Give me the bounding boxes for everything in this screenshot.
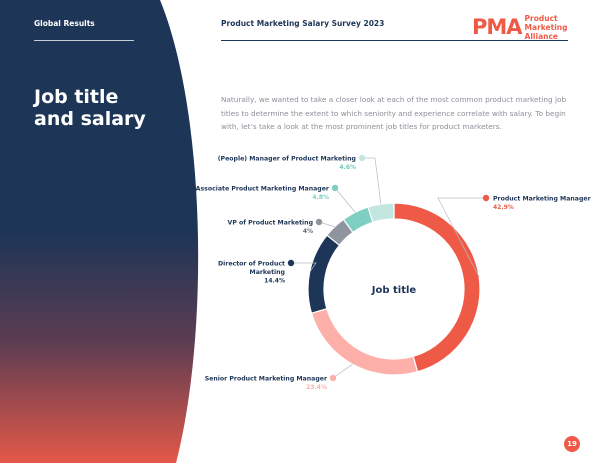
- label-product-marketing-manager: Product Marketing Manager: [493, 195, 591, 203]
- page-title-line1: Job title: [34, 86, 119, 108]
- slice-people-manager-of-product-marketing: [368, 203, 394, 222]
- section-label: Global Results: [34, 19, 95, 28]
- legend-dot-associate-product-marketing-manager: [332, 185, 338, 191]
- value-director-of-product-marketing: 14.4%: [264, 277, 285, 285]
- page-number: 19: [564, 436, 580, 452]
- slice-senior-product-marketing-manager: [311, 309, 417, 375]
- value-vp-of-product-marketing: 4%: [302, 228, 313, 235]
- leader-associate-product-marketing-manager: [335, 188, 355, 212]
- value-people-manager-of-product-marketing: 4.6%: [339, 164, 356, 171]
- value-product-marketing-manager: 42.9%: [493, 204, 514, 211]
- logo-text-line2: Alliance: [524, 32, 558, 41]
- legend-dot-people-manager-of-product-marketing: [359, 155, 365, 161]
- value-associate-product-marketing-manager: 4.8%: [312, 194, 329, 201]
- leader-senior-product-marketing-manager: [333, 364, 352, 378]
- legend-dot-senior-product-marketing-manager: [330, 375, 336, 381]
- label-senior-product-marketing-manager: Senior Product Marketing Manager: [204, 375, 327, 383]
- label-director-of-product-marketing: Director of Product: [218, 260, 285, 268]
- value-senior-product-marketing-manager: 23.4%: [306, 384, 327, 391]
- survey-title: Product Marketing Salary Survey 2023: [221, 19, 385, 28]
- legend-dot-director-of-product-marketing: [288, 260, 294, 266]
- label-vp-of-product-marketing: VP of Product Marketing: [227, 219, 313, 227]
- legend-dot-product-marketing-manager: [483, 195, 489, 201]
- label-director-of-product-marketing-line2: Marketing: [249, 269, 285, 276]
- slice-director-of-product-marketing: [308, 235, 339, 313]
- leader-people-manager-of-product-marketing: [362, 158, 381, 204]
- page-title-line2: and salary: [34, 108, 146, 130]
- legend-dot-vp-of-product-marketing: [316, 219, 322, 225]
- donut-center-label: Job title: [371, 285, 417, 296]
- logo-mark: PMA: [472, 15, 522, 39]
- logo-text-line1: Product Marketing: [524, 14, 568, 32]
- label-people-manager-of-product-marketing: (People) Manager of Product Marketing: [217, 155, 356, 163]
- intro-paragraph: Naturally, we wanted to take a closer look at each of the most common product marketing job titles to determine the extent to which seniority and experience correlate with salary. To begin with, let’s take a look at the most prominent job titles for product marketers.: [221, 95, 567, 132]
- label-associate-product-marketing-manager: Associate Product Marketing Manager: [195, 185, 329, 193]
